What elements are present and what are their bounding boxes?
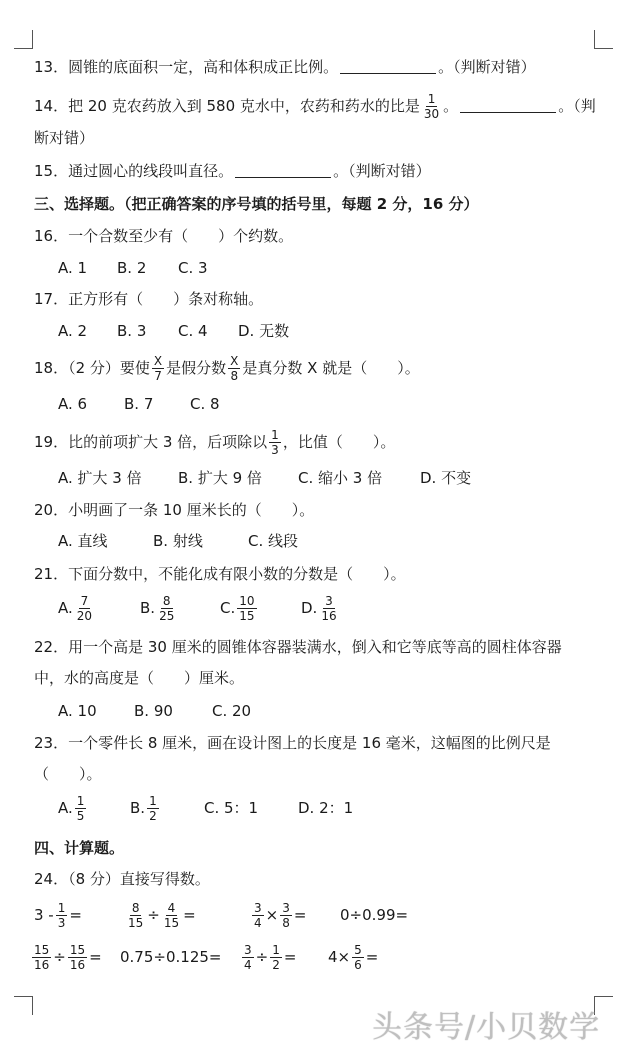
fraction-denominator: 7	[154, 369, 162, 383]
option-c: C. 4	[178, 322, 208, 340]
fraction-denominator: 2	[149, 809, 157, 823]
fraction-denominator: 16	[69, 958, 86, 972]
calc-operator: ×	[265, 906, 279, 924]
fraction	[422, 92, 441, 121]
option-a	[58, 793, 88, 823]
calc-expression-2	[124, 898, 196, 932]
fraction	[319, 594, 338, 623]
question-14-continued: 断对错）	[34, 129, 95, 147]
fraction-numerator: X	[153, 354, 163, 368]
calc-text: =	[89, 948, 102, 966]
corner-mark-top-right	[594, 30, 613, 49]
question-20: 20．小明画了一条 10 厘米长的（ ）。	[34, 501, 315, 519]
option-a: A. 1	[58, 259, 88, 277]
fraction-denominator: 3	[271, 443, 279, 457]
fraction	[237, 594, 256, 623]
fraction	[32, 943, 51, 972]
fraction-denominator: 2	[272, 958, 280, 972]
corner-mark-top-left	[14, 30, 33, 49]
fraction-denominator: 16	[34, 958, 50, 972]
fraction-numerator: 1	[76, 794, 85, 808]
fraction-denominator: 8	[230, 369, 239, 383]
option-d: D. 不变	[420, 469, 472, 487]
option-label: B.	[130, 799, 146, 817]
fraction-denominator: 6	[354, 958, 362, 972]
option-label: C.	[220, 599, 236, 617]
option-a: A. 6	[58, 395, 88, 413]
option-c: C. 8	[190, 395, 220, 413]
fraction-denominator: 3	[57, 916, 66, 930]
option-c: C. 线段	[248, 532, 299, 550]
option-b: B. 3	[117, 322, 147, 340]
fraction-numerator: 10	[239, 594, 255, 608]
option-c	[220, 593, 259, 623]
calc-operator: ÷	[147, 906, 160, 924]
option-b: B. 90	[134, 702, 173, 720]
calc-text: =	[69, 906, 82, 924]
question-19-post: ，比值（ ）。	[282, 433, 396, 451]
fraction-denominator: 15	[128, 916, 144, 930]
fraction-denominator: 4	[254, 916, 262, 930]
option-a	[58, 593, 96, 623]
option-a: A. 扩大 3 倍	[58, 469, 142, 487]
fraction	[147, 794, 159, 823]
option-label: A.	[58, 799, 73, 817]
fraction-numerator: 3	[325, 594, 333, 608]
option-d: D. 2：1	[298, 799, 354, 817]
fraction	[56, 901, 68, 930]
fraction-numerator: 1	[427, 92, 436, 106]
calc-operator: ÷	[255, 948, 269, 966]
fraction-denominator: 5	[76, 809, 85, 823]
fraction-denominator: 20	[76, 609, 93, 623]
fraction	[269, 428, 281, 457]
fraction-numerator: 15	[69, 943, 86, 957]
calc-expression-7	[240, 940, 296, 974]
calc-text: =	[365, 948, 379, 966]
option-b: B. 7	[124, 395, 154, 413]
calc-text: 3 -	[34, 906, 54, 924]
calc-text: =	[183, 906, 196, 924]
calc-expression-4: 0÷0.99=	[340, 906, 409, 924]
fraction	[157, 594, 176, 623]
fraction	[280, 901, 292, 930]
calc-text: 4×	[328, 948, 351, 966]
section-3-title: 三、选择题。（把正确答案的序号填的括号里，每题 2 分，16 分）	[34, 195, 479, 213]
option-label: D.	[301, 599, 318, 617]
fraction-numerator: 1	[271, 428, 279, 442]
option-d	[301, 593, 341, 623]
fraction-denominator: 8	[282, 916, 290, 930]
question-18-text: 18．（2 分）要使	[34, 359, 150, 377]
answer-blank	[235, 177, 331, 178]
question-15-tail: 。（判断对错）	[333, 162, 431, 180]
calc-text: =	[293, 906, 307, 924]
fraction	[152, 354, 164, 383]
question-22-line-1: 22．用一个高是 30 厘米的圆锥体容器装满水，倒入和它等底等高的圆柱体容器	[34, 638, 562, 656]
option-b: B. 扩大 9 倍	[178, 469, 262, 487]
fraction-numerator: X	[230, 354, 239, 368]
fraction	[75, 594, 94, 623]
fraction-numerator: 7	[80, 594, 89, 608]
fraction	[162, 901, 181, 930]
fraction-numerator: 3	[282, 901, 290, 915]
question-24: 24．（8 分）直接写得数。	[34, 870, 210, 888]
calc-text: =	[283, 948, 297, 966]
calc-expression-6: 0.75÷0.125=	[120, 948, 222, 966]
question-17: 17．正方形有（ ）条对称轴。	[34, 290, 264, 308]
corner-mark-bottom-left	[14, 996, 33, 1015]
fraction	[126, 901, 145, 930]
fraction-numerator: 8	[131, 901, 140, 915]
question-19	[34, 428, 395, 457]
question-19-text: 19．比的前项扩大 3 倍，后项除以	[34, 433, 268, 451]
question-16: 16．一个合数至少有（ ）个约数。	[34, 227, 294, 245]
fraction-denominator: 4	[244, 958, 252, 972]
question-21: 21．下面分数中，不能化成有限小数的分数是（ ）。	[34, 565, 406, 583]
fraction-numerator: 1	[149, 794, 157, 808]
fraction-denominator: 25	[159, 609, 175, 623]
calc-expression-8	[328, 940, 378, 974]
question-15	[34, 161, 431, 181]
calc-expression-3	[250, 898, 306, 932]
question-14	[34, 92, 596, 121]
fraction-numerator: 1	[57, 901, 66, 915]
option-b: B. 射线	[153, 532, 203, 550]
question-13-text: 13．圆锥的底面积一定，高和体积成正比例。	[34, 58, 339, 76]
question-18	[34, 354, 420, 383]
option-label: A.	[58, 599, 73, 617]
question-13-tail: 。（判断对错）	[438, 58, 536, 76]
question-18-post: 是真分数 X 就是（ ）。	[242, 359, 420, 377]
question-22-line-2: 中，水的高度是（ ）厘米。	[34, 669, 245, 687]
question-23-line-2: （ ）。	[34, 765, 102, 783]
question-14-text: 14．把 20 克农药放入到 580 克水中，农药和药水的比是	[34, 97, 420, 115]
question-18-mid: 是假分数	[166, 359, 227, 377]
fraction-denominator: 15	[239, 609, 255, 623]
fraction-numerator: 15	[34, 943, 50, 957]
fraction-denominator: 15	[163, 916, 180, 930]
option-b	[140, 593, 178, 623]
answer-blank	[340, 73, 436, 74]
option-label: B.	[140, 599, 156, 617]
fraction-numerator: 1	[272, 943, 280, 957]
option-d: D. 无数	[238, 322, 290, 340]
option-c: C. 3	[178, 259, 208, 277]
fraction	[75, 794, 87, 823]
section-4-title: 四、计算题。	[34, 839, 125, 857]
answer-blank	[460, 112, 556, 113]
fraction	[252, 901, 264, 930]
fraction	[228, 354, 240, 383]
calc-expression-5	[30, 940, 102, 974]
fraction	[270, 943, 282, 972]
calc-expression-1	[34, 898, 82, 932]
fraction-numerator: 3	[254, 901, 262, 915]
option-a: A. 直线	[58, 532, 108, 550]
option-a: A. 2	[58, 322, 88, 340]
option-a: A. 10	[58, 702, 97, 720]
fraction	[352, 943, 364, 972]
fraction	[68, 943, 87, 972]
question-13	[34, 57, 536, 77]
fraction-denominator: 30	[423, 107, 440, 121]
question-23-line-1: 23．一个零件长 8 厘米，画在设计图上的长度是 16 毫米，这幅图的比例尺是	[34, 734, 551, 752]
fraction-denominator: 16	[321, 609, 337, 623]
fraction	[242, 943, 254, 972]
option-c: C. 缩小 3 倍	[298, 469, 383, 487]
question-15-text: 15．通过圆心的线段叫直径。	[34, 162, 234, 180]
question-14-tail-2: 。（判	[558, 97, 596, 115]
question-14-tail: 。	[443, 97, 459, 115]
option-c: C. 20	[212, 702, 252, 720]
option-b: B. 2	[117, 259, 147, 277]
fraction-numerator: 4	[167, 901, 176, 915]
fraction-numerator: 8	[162, 594, 171, 608]
fraction-numerator: 5	[354, 943, 362, 957]
option-c: C. 5：1	[204, 799, 259, 817]
calc-operator: ÷	[53, 948, 66, 966]
option-b	[130, 793, 161, 823]
fraction-numerator: 3	[244, 943, 252, 957]
watermark: 头条号/小贝数学	[372, 1010, 601, 1045]
